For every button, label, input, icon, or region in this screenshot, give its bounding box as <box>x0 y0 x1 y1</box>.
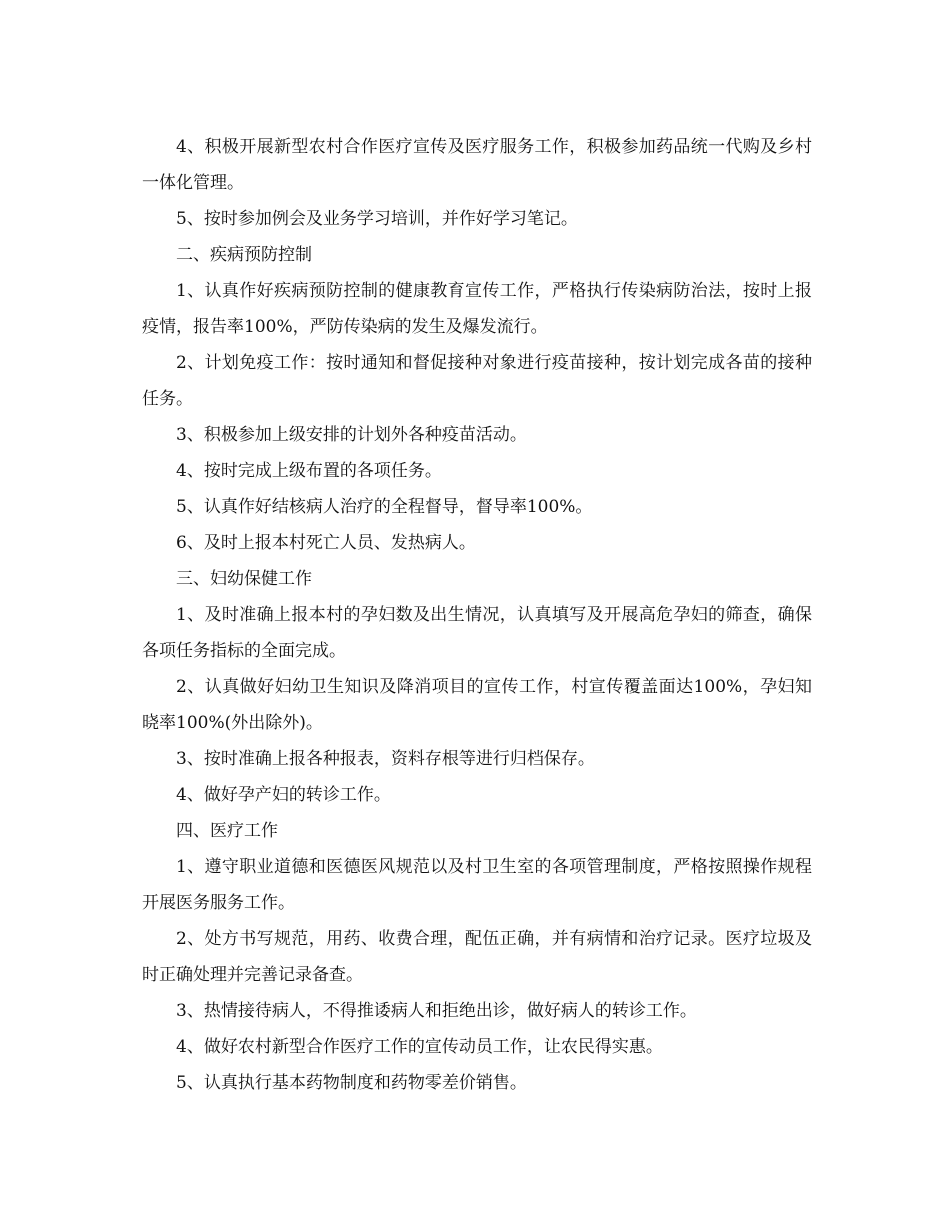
paragraph-mch-4-referral: 4、做好孕产妇的转诊工作。 <box>176 785 391 805</box>
paragraph-mch-3-reports-archiving: 3、按时准确上报各种报表，资料存根等进行归档保存。 <box>176 749 595 769</box>
paragraph-medical-1-ethics: 1、遵守职业道德和医德医风规范以及村卫生室的各项管理制度，严格按照操作规程开展医务服务工作。 <box>142 857 812 913</box>
paragraph-disease-5-tb-supervision: 5、认真作好结核病人治疗的全程督导，督导率100%。 <box>176 497 593 517</box>
paragraph-mch-1-pregnancy-reporting: 1、及时准确上报本村的孕妇数及出生情况，认真填写及开展高危孕妇的筛查，确保各项任务指标的全面完成。 <box>142 605 812 661</box>
paragraph-disease-6-reporting: 6、及时上报本村死亡人员、发热病人。 <box>176 533 476 553</box>
paragraph-mch-2-health-promotion: 2、认真做好妇幼卫生知识及降消项目的宣传工作，村宣传覆盖面达100%，孕妇知晓率100%(外出除外)。 <box>142 677 812 733</box>
paragraph-medical-5-essential-drugs: 5、认真执行基本药物制度和药物零差价销售。 <box>176 1073 527 1093</box>
paragraph-item-5-meetings-training: 5、按时参加例会及业务学习培训，并作好学习笔记。 <box>176 209 578 229</box>
paragraph-disease-3-vaccine-activities: 3、积极参加上级安排的计划外各种疫苗活动。 <box>176 425 527 445</box>
section-heading-medical-work: 四、医疗工作 <box>176 821 278 841</box>
section-heading-maternal-child-health: 三、妇幼保健工作 <box>176 569 312 589</box>
paragraph-disease-1-health-education: 1、认真作好疾病预防控制的健康教育宣传工作，严格执行传染病防治法，按时上报疫情，报告率100%，严防传染病的发生及爆发流行。 <box>142 281 812 337</box>
paragraph-medical-4-cooperative-medical: 4、做好农村新型合作医疗工作的宣传动员工作，让农民得实惠。 <box>176 1037 663 1057</box>
paragraph-item-4-ncms-promotion: 4、积极开展新型农村合作医疗宣传及医疗服务工作，积极参加药品统一代购及乡村一体化管理。 <box>142 137 812 193</box>
paragraph-medical-2-prescriptions: 2、处方书写规范，用药、收费合理，配伍正确，并有病情和治疗记录。医疗垃圾及时正确处理并完善记录备查。 <box>142 929 812 985</box>
paragraph-disease-4-tasks: 4、按时完成上级布置的各项任务。 <box>176 461 442 481</box>
paragraph-disease-2-immunization: 2、计划免疫工作：按时通知和督促接种对象进行疫苗接种，按计划完成各苗的接种任务。 <box>142 353 812 409</box>
document-body <box>142 129 812 1101</box>
paragraph-medical-3-patient-reception: 3、热情接待病人，不得推诿病人和拒绝出诊，做好病人的转诊工作。 <box>176 1001 697 1021</box>
section-heading-disease-control: 二、疾病预防控制 <box>176 245 312 265</box>
